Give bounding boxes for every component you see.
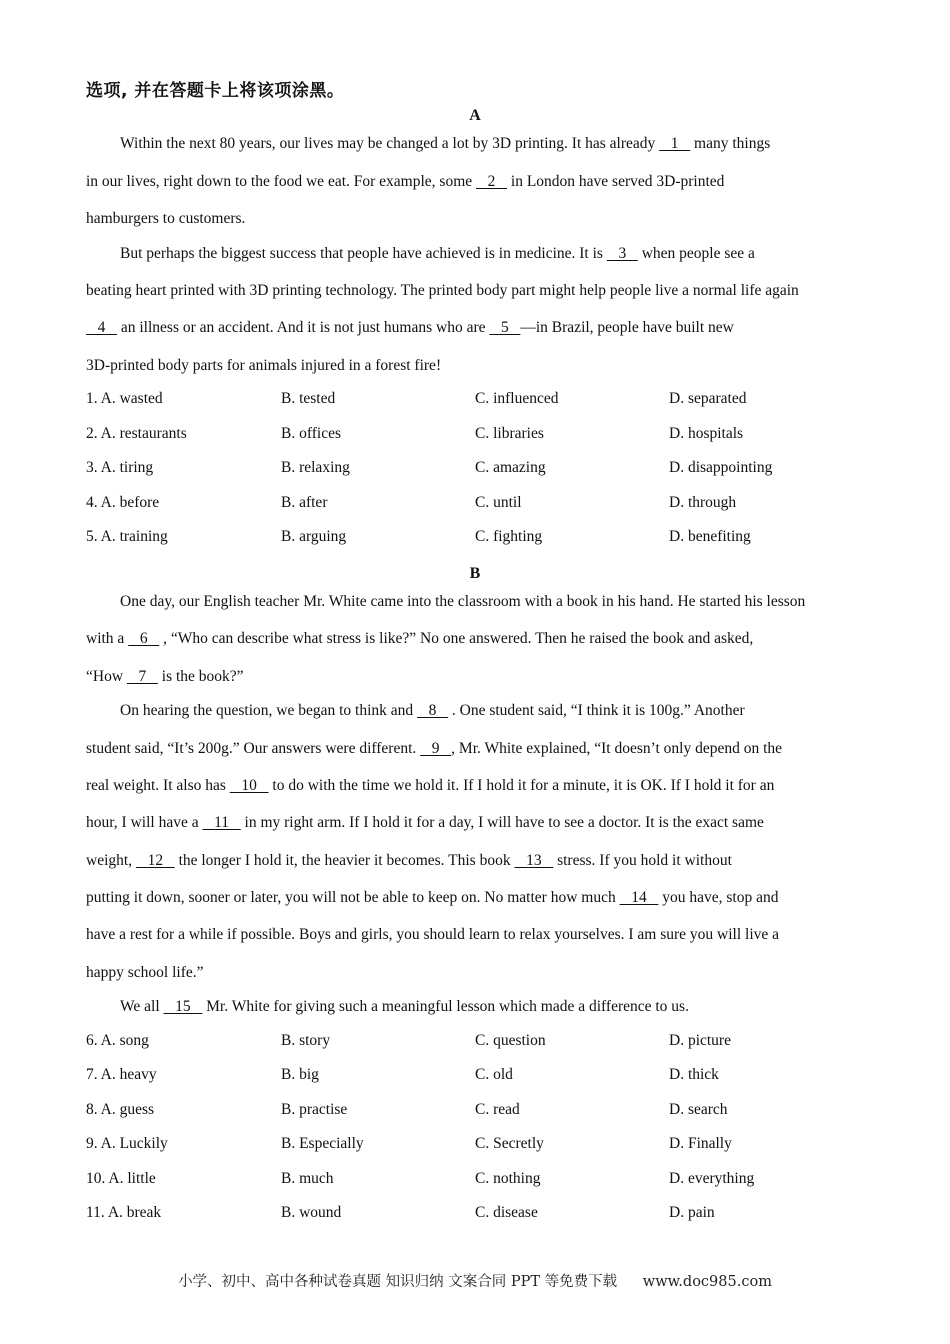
answer-option[interactable]: 7. A. heavy: [86, 1066, 157, 1083]
passage-a-line: [120, 244, 755, 264]
answer-option[interactable]: D. thick: [669, 1066, 719, 1083]
passage-a-line: [86, 281, 799, 301]
question-options-row: [0, 1170, 950, 1190]
passage-text: with a: [86, 630, 129, 647]
answer-blank-1: 1: [659, 135, 691, 152]
answer-option[interactable]: C. amazing: [475, 459, 546, 476]
question-options-row: [0, 425, 950, 445]
question-options-row: [0, 390, 950, 410]
passage-text: to do with the time we hold it. If I hold it for a minute, it is OK. If I hold it for an: [268, 777, 775, 794]
passage-text: One day, our English teacher Mr. White came into the classroom with a book in his hand. He started his lesson: [120, 593, 806, 610]
passage-text: “How: [86, 668, 127, 685]
answer-blank-8: 8: [417, 702, 449, 719]
answer-option[interactable]: 8. A. guess: [86, 1101, 155, 1118]
passage-text: —in Brazil, people have built new: [520, 319, 734, 336]
answer-blank-10: 10: [229, 777, 269, 794]
answer-option[interactable]: B. wound: [281, 1204, 342, 1221]
answer-option[interactable]: D. everything: [669, 1170, 755, 1187]
answer-option[interactable]: B. practise: [281, 1101, 348, 1118]
passage-b-line: [86, 851, 732, 871]
answer-option[interactable]: 2. A. restaurants: [86, 425, 187, 442]
answer-blank-3: 3: [606, 245, 638, 262]
answer-option[interactable]: C. influenced: [475, 390, 559, 407]
answer-option[interactable]: 9. A. Luckily: [86, 1135, 168, 1152]
question-options-row: [0, 459, 950, 479]
answer-option[interactable]: B. Especially: [281, 1135, 364, 1152]
passage-text: many things: [690, 135, 771, 152]
passage-b-line: [86, 925, 779, 945]
answer-blank-14: 14: [619, 889, 659, 906]
answer-option[interactable]: B. arguing: [281, 528, 347, 545]
passage-text: putting it down, sooner or later, you will not be able to keep on. No matter how much: [86, 889, 620, 906]
answer-option[interactable]: C. question: [475, 1032, 546, 1049]
passage-text: in London have served 3D-printed: [507, 173, 725, 190]
passage-b-line: [120, 592, 805, 612]
answer-option[interactable]: D. search: [669, 1101, 728, 1118]
footer-url: www.doc985.com: [642, 1274, 772, 1290]
passage-b-line: [86, 667, 244, 687]
passage-text: happy school life.”: [86, 964, 204, 981]
answer-option[interactable]: C. disease: [475, 1204, 538, 1221]
answer-option[interactable]: D. hospitals: [669, 425, 744, 442]
answer-option[interactable]: 10. A. little: [86, 1170, 156, 1187]
passage-text: We all: [120, 998, 164, 1015]
answer-option[interactable]: 4. A. before: [86, 494, 160, 511]
answer-option[interactable]: 1. A. wasted: [86, 390, 163, 407]
passage-b-line: [86, 963, 204, 983]
question-options-row: [0, 494, 950, 514]
answer-option[interactable]: C. read: [475, 1101, 520, 1118]
answer-option[interactable]: D. picture: [669, 1032, 731, 1049]
answer-option[interactable]: B. much: [281, 1170, 334, 1187]
passage-text: weight,: [86, 852, 136, 869]
section-a-title: A: [469, 107, 481, 124]
answer-option[interactable]: D. Finally: [669, 1135, 732, 1152]
section-b-title: B: [469, 565, 481, 582]
answer-blank-7: 7: [126, 668, 158, 685]
passage-a-line: [86, 356, 441, 376]
passage-text: stress. If you hold it without: [553, 852, 732, 869]
passage-a-line: [120, 134, 770, 154]
answer-option[interactable]: D. disappointing: [669, 459, 773, 476]
question-options-row: [0, 1032, 950, 1052]
answer-option[interactable]: 6. A. song: [86, 1032, 149, 1049]
footer-text: 小学、初中、高中各种试卷真题 知识归纳 文案合同 PPT 等免费下载: [178, 1274, 618, 1290]
passage-b-line: [120, 997, 689, 1017]
answer-option[interactable]: D. separated: [669, 390, 747, 407]
answer-blank-6: 6: [128, 630, 160, 647]
answer-option[interactable]: D. through: [669, 494, 737, 511]
passage-text: . One student said, “I think it is 100g.” Another: [448, 702, 745, 719]
passage-text: in my right arm. If I hold it for a day, I will have to see a doctor. It is the exact same: [240, 814, 764, 831]
passage-b-line: [86, 739, 782, 759]
passage-text: when people see a: [637, 245, 755, 262]
answer-option[interactable]: B. after: [281, 494, 328, 511]
passage-text: hour, I will have a: [86, 814, 203, 831]
question-options-row: [0, 1101, 950, 1121]
answer-option[interactable]: 5. A. training: [86, 528, 168, 545]
passage-text: , Mr. White explained, “It doesn’t only depend on the: [451, 740, 783, 757]
answer-option[interactable]: 3. A. tiring: [86, 459, 154, 476]
passage-b-line: [86, 813, 764, 833]
passage-b-line: [86, 629, 753, 649]
answer-option[interactable]: C. fighting: [475, 528, 543, 545]
passage-a-line: [86, 318, 734, 338]
passage-text: in our lives, right down to the food we eat. For example, some: [86, 173, 477, 190]
passage-a-line: [86, 209, 245, 229]
passage-text: student said, “It’s 200g.” Our answers were different.: [86, 740, 421, 757]
passage-text: have a rest for a while if possible. Boys and girls, you should learn to relax yourselves. I am sure you will live a: [86, 926, 780, 943]
passage-text: is the book?”: [157, 668, 244, 685]
answer-option[interactable]: C. until: [475, 494, 522, 511]
passage-text: real weight. It also has: [86, 777, 230, 794]
answer-blank-2: 2: [476, 173, 508, 190]
passage-text: But perhaps the biggest success that people have achieved is in medicine. It is: [120, 245, 607, 262]
answer-option[interactable]: B. story: [281, 1032, 331, 1049]
passage-text: 3D-printed body parts for animals injured in a forest fire!: [86, 357, 442, 374]
answer-blank-12: 12: [135, 852, 175, 869]
question-options-row: [0, 1135, 950, 1155]
instruction-heading: 选项, 并在答题卡上将该项涂黑。: [86, 81, 345, 101]
passage-text: an illness or an accident. And it is not just humans who are: [117, 319, 490, 336]
passage-a-line: [86, 172, 724, 192]
answer-option[interactable]: 11. A. break: [86, 1204, 162, 1221]
answer-option[interactable]: B. tested: [281, 390, 336, 407]
answer-option[interactable]: B. relaxing: [281, 459, 350, 476]
passage-b-line: [86, 888, 778, 908]
passage-text: On hearing the question, we began to think and: [120, 702, 418, 719]
answer-blank-13: 13: [514, 852, 554, 869]
passage-text: hamburgers to customers.: [86, 210, 246, 227]
passage-text: you have, stop and: [658, 889, 779, 906]
answer-blank-11: 11: [202, 814, 241, 831]
passage-b-line: [120, 701, 745, 721]
passage-b-line: [86, 776, 774, 796]
answer-option[interactable]: B. big: [281, 1066, 319, 1083]
answer-option[interactable]: C. Secretly: [475, 1135, 544, 1152]
answer-blank-5: 5: [489, 319, 521, 336]
answer-blank-15: 15: [163, 998, 203, 1015]
passage-text: , “Who can describe what stress is like?” No one answered. Then he raised the book and asked,: [159, 630, 754, 647]
question-options-row: [0, 1066, 950, 1086]
answer-option[interactable]: D. pain: [669, 1204, 715, 1221]
answer-option[interactable]: B. offices: [281, 425, 341, 442]
answer-blank-4: 4: [86, 319, 117, 336]
passage-text: Within the next 80 years, our lives may be changed a lot by 3D printing. It has already: [120, 135, 660, 152]
answer-blank-9: 9: [420, 740, 452, 757]
answer-option[interactable]: C. libraries: [475, 425, 544, 442]
question-options-row: [0, 528, 950, 548]
passage-text: the longer I hold it, the heavier it becomes. This book: [174, 852, 515, 869]
answer-option[interactable]: C. nothing: [475, 1170, 541, 1187]
page-footer: [0, 1270, 950, 1291]
question-options-row: [0, 1204, 950, 1224]
answer-option[interactable]: C. old: [475, 1066, 513, 1083]
passage-text: Mr. White for giving such a meaningful lesson which made a difference to us.: [202, 998, 689, 1015]
passage-text: beating heart printed with 3D printing technology. The printed body part might help people live a normal life again: [86, 282, 799, 299]
answer-option[interactable]: D. benefiting: [669, 528, 751, 545]
